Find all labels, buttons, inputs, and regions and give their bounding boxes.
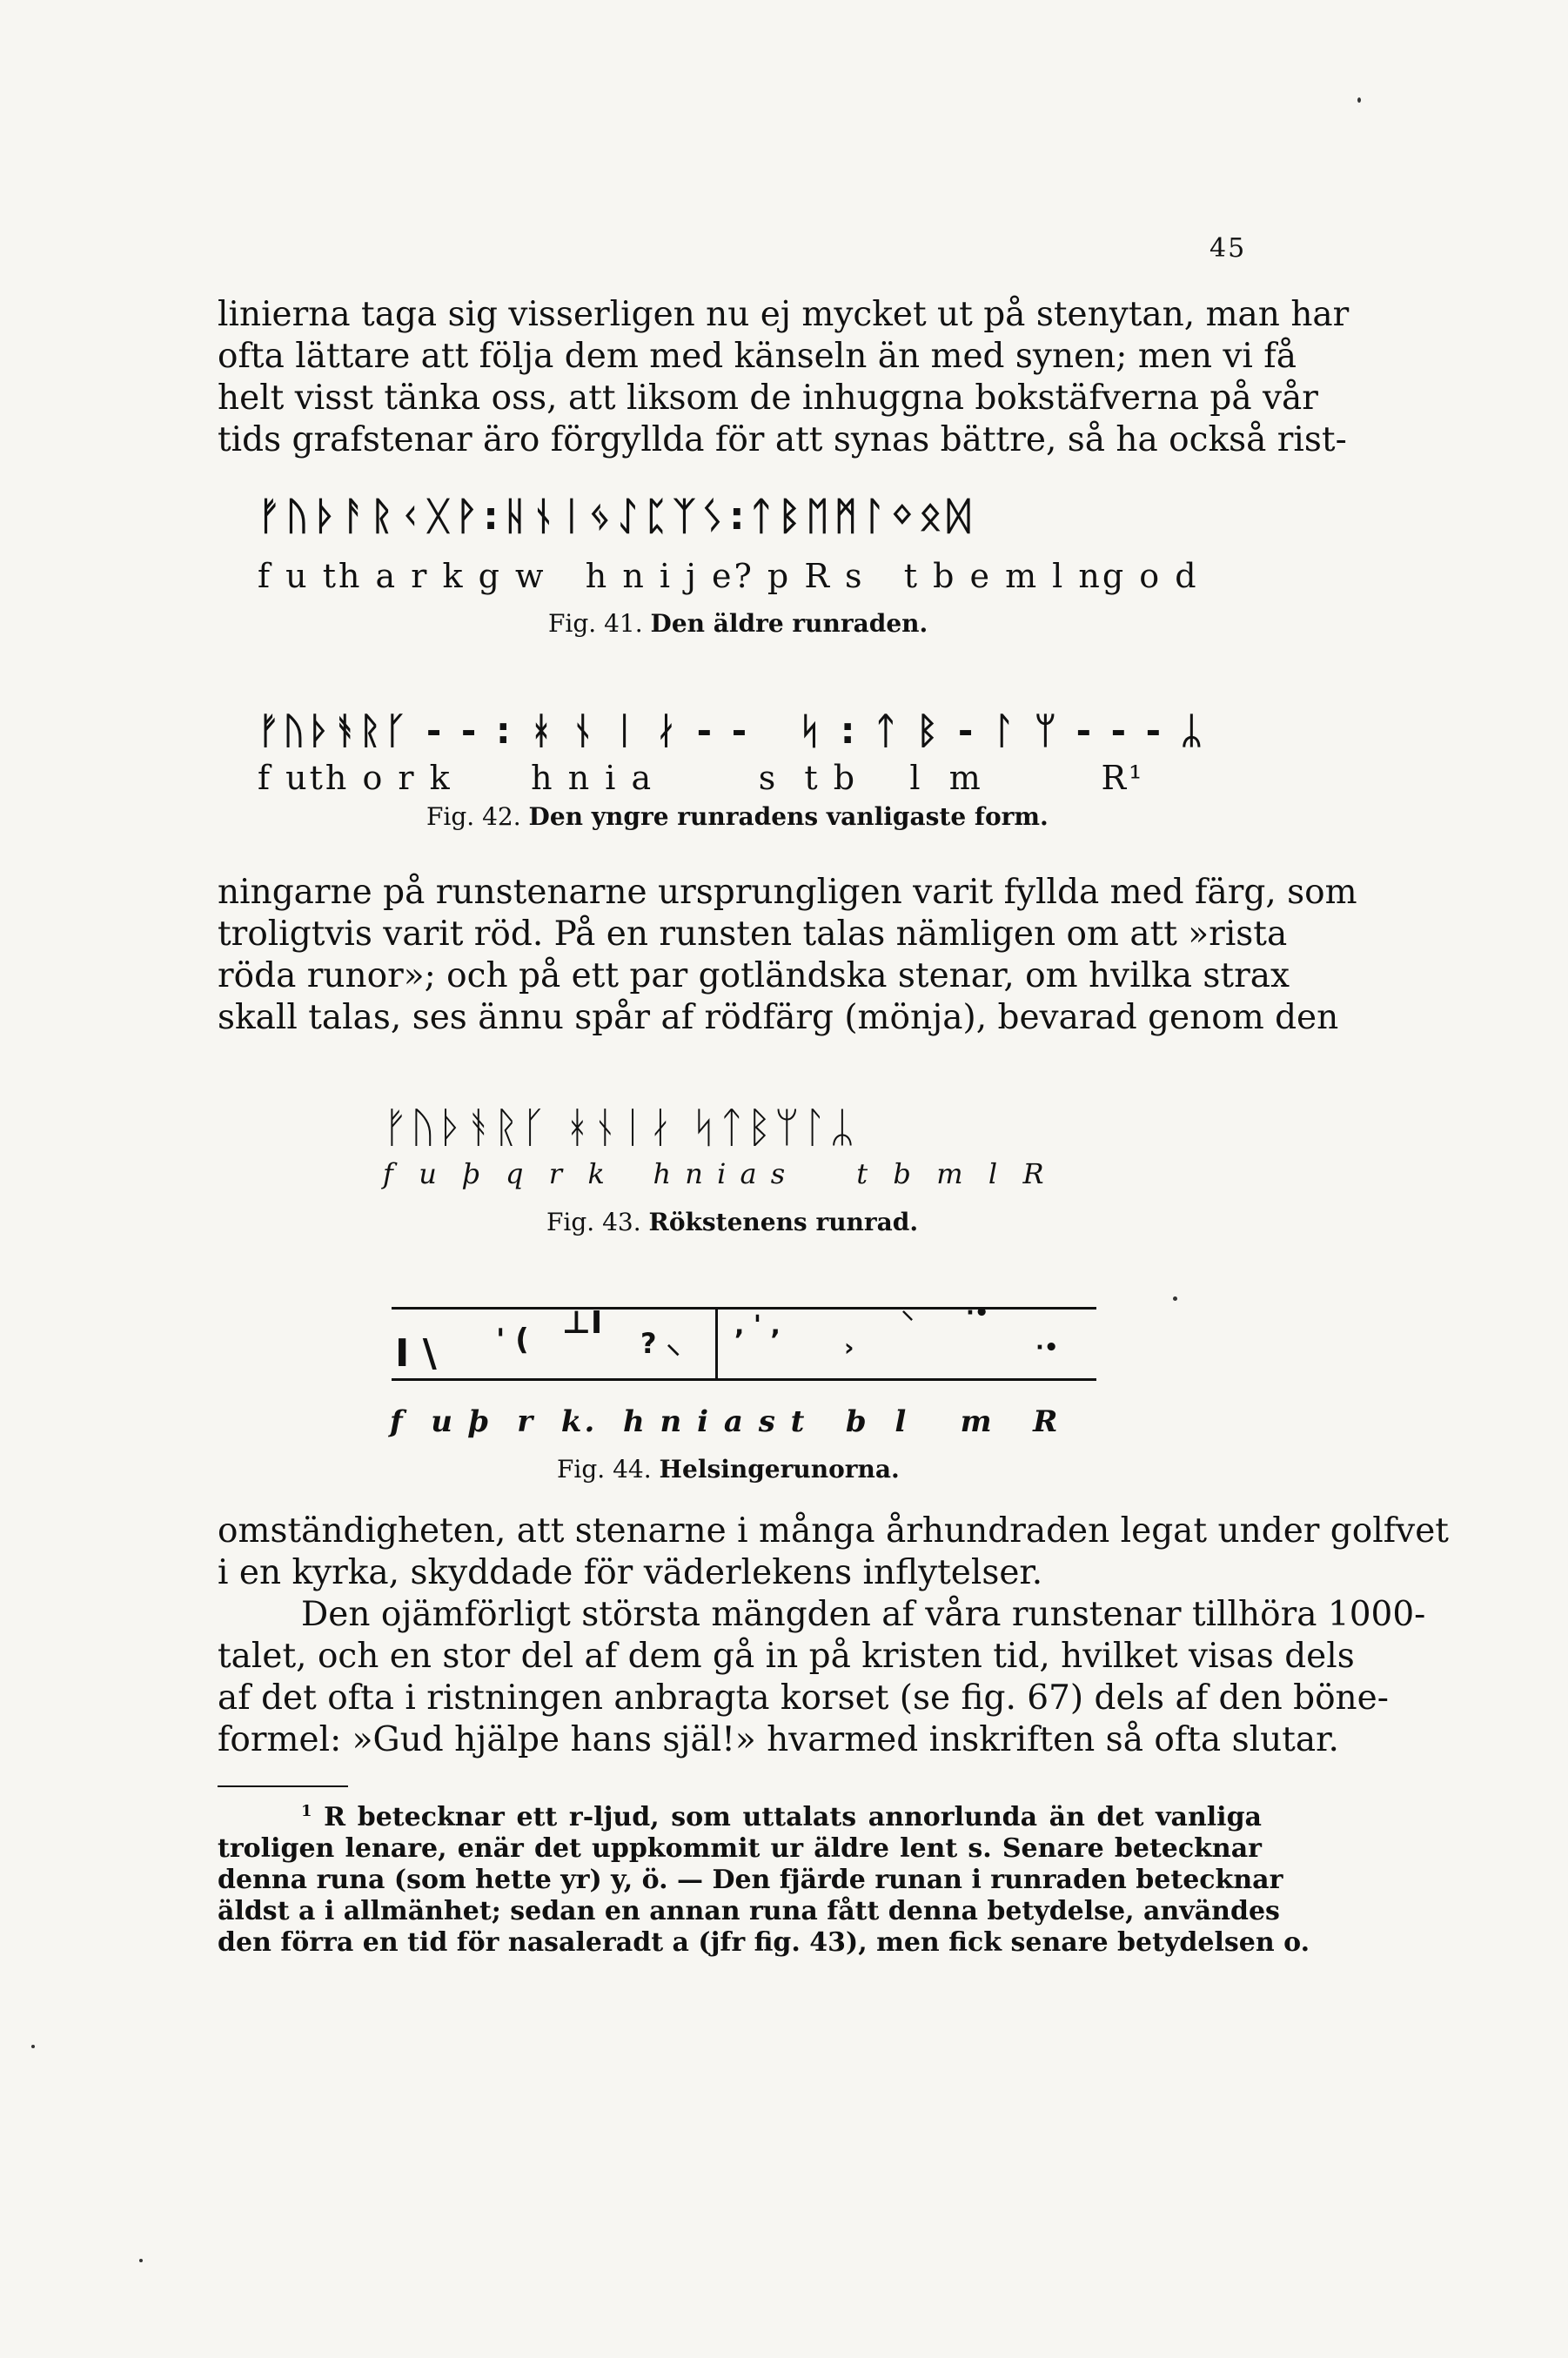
- fig44-divider: [715, 1307, 718, 1381]
- fig44-rune-mark: ·•: [966, 1300, 989, 1326]
- scan-speck: [139, 2259, 143, 2262]
- fig44-rune-mark: I \: [395, 1331, 437, 1376]
- fig44-rune-mark: ›: [844, 1333, 854, 1362]
- fig44-caption-title: Helsingerunorna.: [659, 1455, 900, 1484]
- text-line: röda runor»; och på ett par gotländska stenar, om hvilka strax: [218, 956, 1290, 995]
- text-line: ofta lättare att följa dem med känseln än med synen; men vi få: [218, 337, 1297, 376]
- fig42-runes: ᚠᚢᚦᚬᚱᚴ - - : ᚼ ᚾ ᛁ ᛅ - - ᛋ : ᛏ ᛒ - ᛚ ᛘ - - - ᛦ: [258, 709, 1206, 752]
- fig44-top-line: [392, 1307, 1096, 1310]
- text-line: af det ofta i ristningen anbragta korset (se fig. 67) dels af den böne-: [218, 1678, 1389, 1718]
- text-line: ningarne på runstenarne ursprungligen varit fyllda med färg, som: [218, 873, 1357, 912]
- fig44-rune-mark: , ' ,: [734, 1310, 781, 1341]
- paragraph-3: [218, 1511, 1449, 1594]
- fig41-transliteration: f u th a r k g w h n i j e? p R s t b e m l ng o d: [258, 557, 1199, 595]
- footnote-marker: 1: [301, 1802, 312, 1820]
- fig44-rune-mark: ⊥I: [562, 1305, 603, 1341]
- fig43-caption-number: Fig. 43.: [546, 1208, 641, 1236]
- fig43-runes: ᚠᚢᚦᚬᚱᚴ ᚼᚾᛁᛅ ᛋᛏᛒᛘᛚᛦ: [383, 1103, 858, 1152]
- text-line: troligtvis varit röd. På en runsten talas nämligen om att »rista: [218, 914, 1288, 954]
- text-line: i en kyrka, skyddade för väderlekens inflytelser.: [218, 1553, 1043, 1592]
- footnote: [218, 1796, 1310, 1959]
- fig44-caption-number: Fig. 44.: [557, 1455, 652, 1484]
- fig44-bottom-line: [392, 1378, 1096, 1381]
- text-line: linierna taga sig visserligen nu ej mycket ut på stenytan, man har: [218, 295, 1350, 334]
- fig43-caption: [546, 1208, 918, 1236]
- fig44-rune-mark: ⸜: [901, 1296, 915, 1324]
- footnote-line: äldst a i allmänhet; sedan en annan runa fått denna betydelse, användes: [218, 1896, 1280, 1926]
- fig42-caption-number: Fig. 42.: [426, 802, 521, 831]
- fig44-rune-mark: ? ⸜: [640, 1327, 680, 1360]
- footnote-separator: [218, 1785, 348, 1787]
- text-line: tids grafstenar äro förgyllda för att synas bättre, så ha också rist-: [218, 420, 1347, 459]
- scan-speck: [1173, 1296, 1177, 1301]
- scan-speck: [31, 2045, 35, 2048]
- paragraph-2: [218, 872, 1357, 1039]
- fig41-runes: ᚠᚢᚦᚨᚱᚲᚷᚹ:ᚺᚾᛁᛃᛇᛈᛉᛊ:ᛏᛒᛖᛗᛚᛜᛟᛞ: [258, 494, 975, 539]
- fig42-transliteration: f uth o r k h n i a s t b l m R¹: [258, 759, 1145, 797]
- fig42-caption: [426, 802, 1049, 831]
- fig44-rune-mark: ' (: [496, 1323, 529, 1357]
- footnote-line: [218, 1796, 1262, 1833]
- footnote-line: troligen lenare, enär det uppkommit ur äldre lent s. Senare betecknar: [218, 1833, 1262, 1864]
- footnote-line: den förra en tid för nasaleradt a (jfr fig. 43), men fick senare betydelsen o.: [218, 1927, 1310, 1958]
- fig44-drawing: [392, 1288, 1105, 1392]
- fig44-caption: [557, 1455, 900, 1484]
- fig41-caption: [548, 609, 928, 638]
- fig44-transliteration: f u þ r k. h n i a s t b l m R: [390, 1404, 1061, 1439]
- page-number: 45: [1210, 233, 1247, 264]
- paragraph-1: [218, 294, 1350, 461]
- text-line: skall talas, ses ännu spår af rödfärg (mönja), bevarad genom den: [218, 998, 1339, 1037]
- fig43-caption-title: Rökstenens runrad.: [648, 1208, 919, 1236]
- paragraph-4: [218, 1594, 1426, 1761]
- text-line: talet, och en stor del af dem gå in på kristen tid, hvilket visas dels: [218, 1637, 1355, 1676]
- text-line: omständigheten, att stenarne i många århundraden legat under golfvet: [218, 1511, 1449, 1551]
- text-line: Den ojämförligt största mängden af våra runstenar tillhöra 1000-: [301, 1595, 1426, 1634]
- fig42-caption-title: Den yngre runradens vanligaste form.: [528, 802, 1049, 831]
- fig44-rune-mark: ·•: [1035, 1335, 1059, 1361]
- scan-speck: [1357, 97, 1361, 103]
- text-line: helt visst tänka oss, att liksom de inhuggna bokstäfverna på vår: [218, 378, 1318, 418]
- fig41-caption-title: Den äldre runraden.: [650, 609, 928, 638]
- footnote-text: R betecknar ett r-ljud, som uttalats annorlunda än det vanliga: [324, 1802, 1262, 1832]
- fig43-transliteration: f u þ q r k h n i a s t b m l R: [383, 1157, 1047, 1190]
- footnote-line: denna runa (som hette yr) y, ö. — Den fjärde runan i runraden betecknar: [218, 1865, 1283, 1895]
- text-line: formel: »Gud hjälpe hans själ!» hvarmed inskriften så ofta slutar.: [218, 1720, 1339, 1759]
- fig41-caption-number: Fig. 41.: [548, 609, 643, 638]
